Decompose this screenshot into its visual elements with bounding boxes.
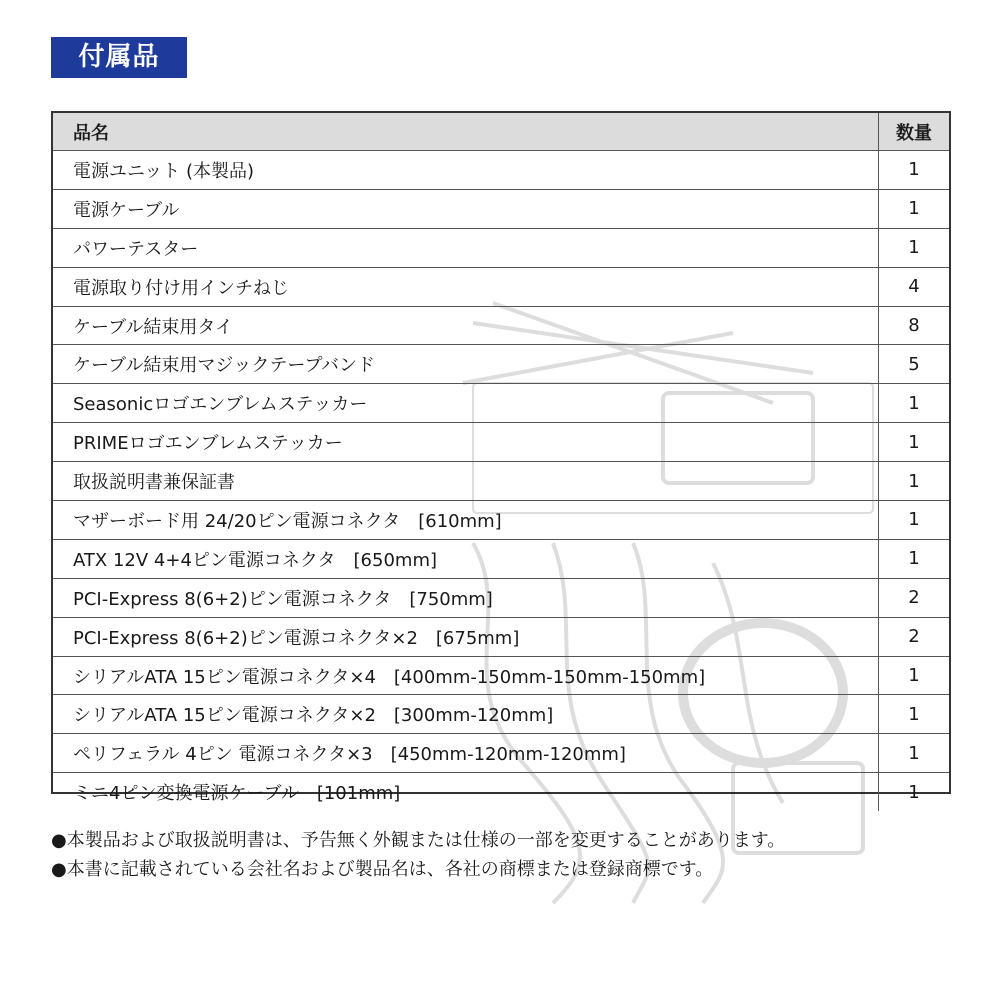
item-name: パワーテスター bbox=[53, 228, 879, 267]
table-row bbox=[53, 501, 949, 540]
table-row bbox=[53, 539, 949, 578]
item-qty: 1 bbox=[879, 462, 950, 501]
item-name: 電源取り付け用インチねじ bbox=[53, 267, 879, 306]
item-name: ケーブル結束用タイ bbox=[53, 306, 879, 345]
footnote: ●本書に記載されている会社名および製品名は、各社の商標または登録商標です。 bbox=[51, 859, 714, 880]
table-row bbox=[53, 345, 949, 384]
item-name: ペリフェラル 4ピン 電源コネクタ×3 [450mm-120mm-120mm] bbox=[53, 734, 879, 773]
item-name: シリアルATA 15ピン電源コネクタ×4 [400mm-150mm-150mm-150mm] bbox=[53, 656, 879, 695]
section-heading: 付属品 bbox=[51, 37, 187, 78]
item-name: ミニ4ピン変換電源ケーブル [101mm] bbox=[73, 783, 401, 805]
table-row bbox=[53, 462, 949, 501]
item-qty: 1 bbox=[879, 423, 950, 462]
item-qty: 5 bbox=[879, 345, 950, 384]
item-qty: 1 bbox=[879, 695, 950, 734]
item-qty: 4 bbox=[879, 267, 950, 306]
item-name: Seasonicロゴエンブレムステッカー bbox=[53, 384, 879, 423]
item-qty: 1 bbox=[879, 656, 950, 695]
column-header-qty: 数量 bbox=[879, 113, 950, 151]
item-qty: 2 bbox=[879, 617, 950, 656]
item-name: ATX 12V 4+4ピン電源コネクタ [650mm] bbox=[53, 539, 879, 578]
item-name: 取扱説明書兼保証書 bbox=[53, 462, 879, 501]
table-row bbox=[53, 306, 949, 345]
item-name: PCI-Express 8(6+2)ピン電源コネクタ [750mm] bbox=[53, 578, 879, 617]
item-qty: 1 bbox=[879, 228, 950, 267]
item-name: 電源ユニット (本製品) bbox=[53, 151, 879, 190]
item-name: マザーボード用 24/20ピン電源コネクタ [610mm] bbox=[53, 501, 879, 540]
item-qty: 1 bbox=[879, 501, 950, 540]
item-qty: 1 bbox=[879, 773, 950, 811]
table-row bbox=[53, 423, 949, 462]
item-name: 電源ケーブル bbox=[53, 189, 879, 228]
table-row bbox=[53, 151, 949, 190]
item-qty: 1 bbox=[879, 151, 950, 190]
table-row bbox=[53, 384, 949, 423]
footnote: ●本製品および取扱説明書は、予告無く外観または仕様の一部を変更することがあります。 bbox=[51, 830, 786, 851]
item-qty: 1 bbox=[879, 539, 950, 578]
accessories-table-container bbox=[51, 111, 951, 805]
table-row bbox=[53, 695, 949, 734]
item-name: PCI-Express 8(6+2)ピン電源コネクタ×2 [675mm] bbox=[53, 617, 879, 656]
table-row bbox=[53, 578, 949, 617]
table-row bbox=[53, 617, 949, 656]
footnotes bbox=[51, 826, 971, 884]
item-name: シリアルATA 15ピン電源コネクタ×2 [300mm-120mm] bbox=[53, 695, 879, 734]
table-row bbox=[53, 267, 949, 306]
table-row bbox=[53, 189, 949, 228]
item-name: ケーブル結束用マジックテープバンド bbox=[53, 345, 879, 384]
item-qty: 1 bbox=[879, 189, 950, 228]
table-header-row bbox=[53, 113, 949, 151]
table-row bbox=[53, 656, 949, 695]
item-qty: 1 bbox=[879, 384, 950, 423]
column-header-name: 品名 bbox=[53, 113, 879, 151]
item-qty: 2 bbox=[879, 578, 950, 617]
table-row bbox=[53, 734, 949, 773]
table-row bbox=[53, 773, 949, 811]
item-qty: 8 bbox=[879, 306, 950, 345]
table-row bbox=[53, 228, 949, 267]
item-qty: 1 bbox=[879, 734, 950, 773]
accessories-table bbox=[53, 113, 949, 811]
item-name: PRIMEロゴエンブレムステッカー bbox=[53, 423, 879, 462]
